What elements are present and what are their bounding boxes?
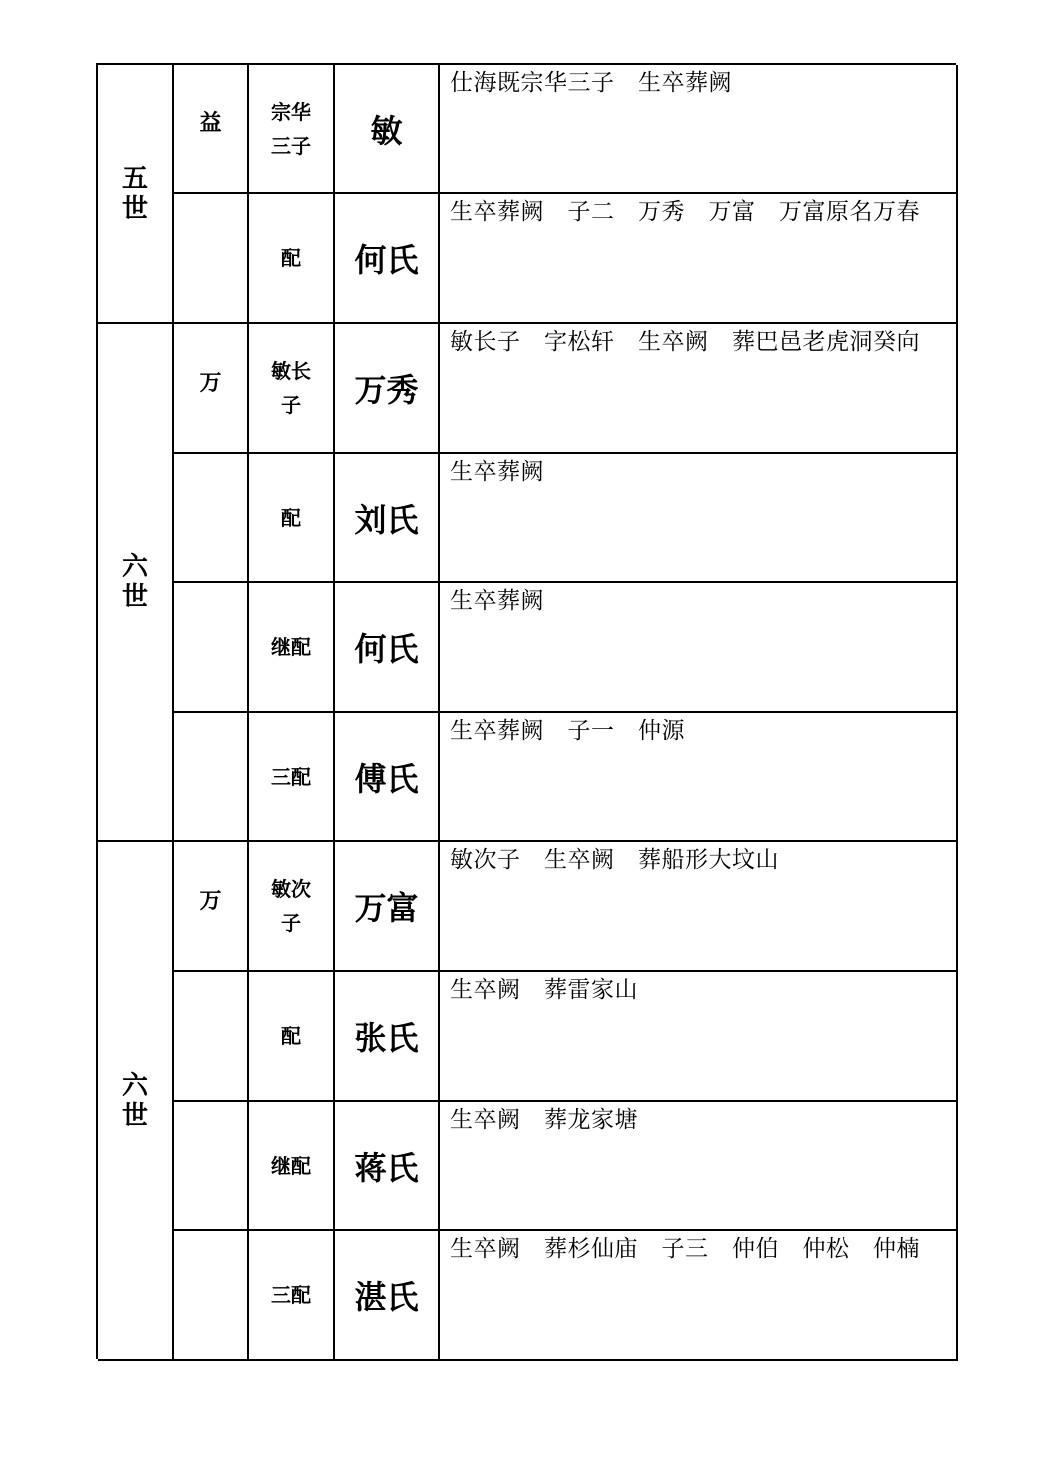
generation-name-cell	[174, 1102, 249, 1231]
relation-cell: 继配	[249, 1102, 335, 1231]
person-name-cell: 何氏	[335, 194, 440, 324]
person-name-cell: 蒋氏	[335, 1102, 440, 1231]
generation-label: 六世	[121, 552, 148, 612]
note-cell: 生卒阙 葬杉仙庙 子三 仲伯 仲松 仲楠	[440, 1231, 958, 1361]
note-cell: 仕海既宗华三子 生卒葬阙	[440, 65, 958, 194]
relation-cell: 敏长子	[249, 324, 335, 454]
generation-name-cell: 万	[174, 842, 249, 972]
person-name-cell: 敏	[335, 65, 440, 194]
person-name-cell: 万秀	[335, 324, 440, 454]
person-name-cell: 湛氏	[335, 1231, 440, 1361]
genealogy-table	[96, 63, 956, 1359]
generation-name-cell	[174, 713, 249, 842]
relation-cell: 敏次子	[249, 842, 335, 972]
relation-cell: 三配	[249, 713, 335, 842]
generation-name-cell	[174, 454, 249, 583]
note-cell: 生卒阙 葬雷家山	[440, 972, 958, 1102]
generation-label: 六世	[121, 1070, 148, 1131]
generation-cell-1	[98, 65, 174, 324]
person-name-cell: 何氏	[335, 583, 440, 713]
generation-cell-3	[98, 842, 174, 1361]
relation-cell: 三配	[249, 1231, 335, 1361]
relation-cell: 继配	[249, 583, 335, 713]
generation-name-cell	[174, 972, 249, 1102]
person-name-cell: 刘氏	[335, 454, 440, 583]
note-cell: 生卒葬阙 子一 仲源	[440, 713, 958, 842]
relation-cell: 配	[249, 454, 335, 583]
generation-name-cell: 益	[174, 65, 249, 194]
person-name-cell: 万富	[335, 842, 440, 972]
generation-name-cell: 万	[174, 324, 249, 454]
note-cell: 敏长子 字松轩 生卒阙 葬巴邑老虎洞癸向	[440, 324, 958, 454]
generation-cell-2	[98, 324, 174, 842]
note-cell: 敏次子 生卒阙 葬船形大坟山	[440, 842, 958, 972]
generation-name-cell	[174, 583, 249, 713]
note-cell: 生卒葬阙	[440, 583, 958, 713]
generation-label: 五世	[121, 163, 148, 224]
person-name-cell: 傅氏	[335, 713, 440, 842]
generation-name-cell	[174, 1231, 249, 1361]
relation-cell: 宗华三子	[249, 65, 335, 194]
generation-name-cell	[174, 194, 249, 324]
person-name-cell: 张氏	[335, 972, 440, 1102]
note-cell: 生卒阙 葬龙家塘	[440, 1102, 958, 1231]
relation-cell: 配	[249, 194, 335, 324]
note-cell: 生卒葬阙	[440, 454, 958, 583]
note-cell: 生卒葬阙 子二 万秀 万富 万富原名万春	[440, 194, 958, 324]
relation-cell: 配	[249, 972, 335, 1102]
